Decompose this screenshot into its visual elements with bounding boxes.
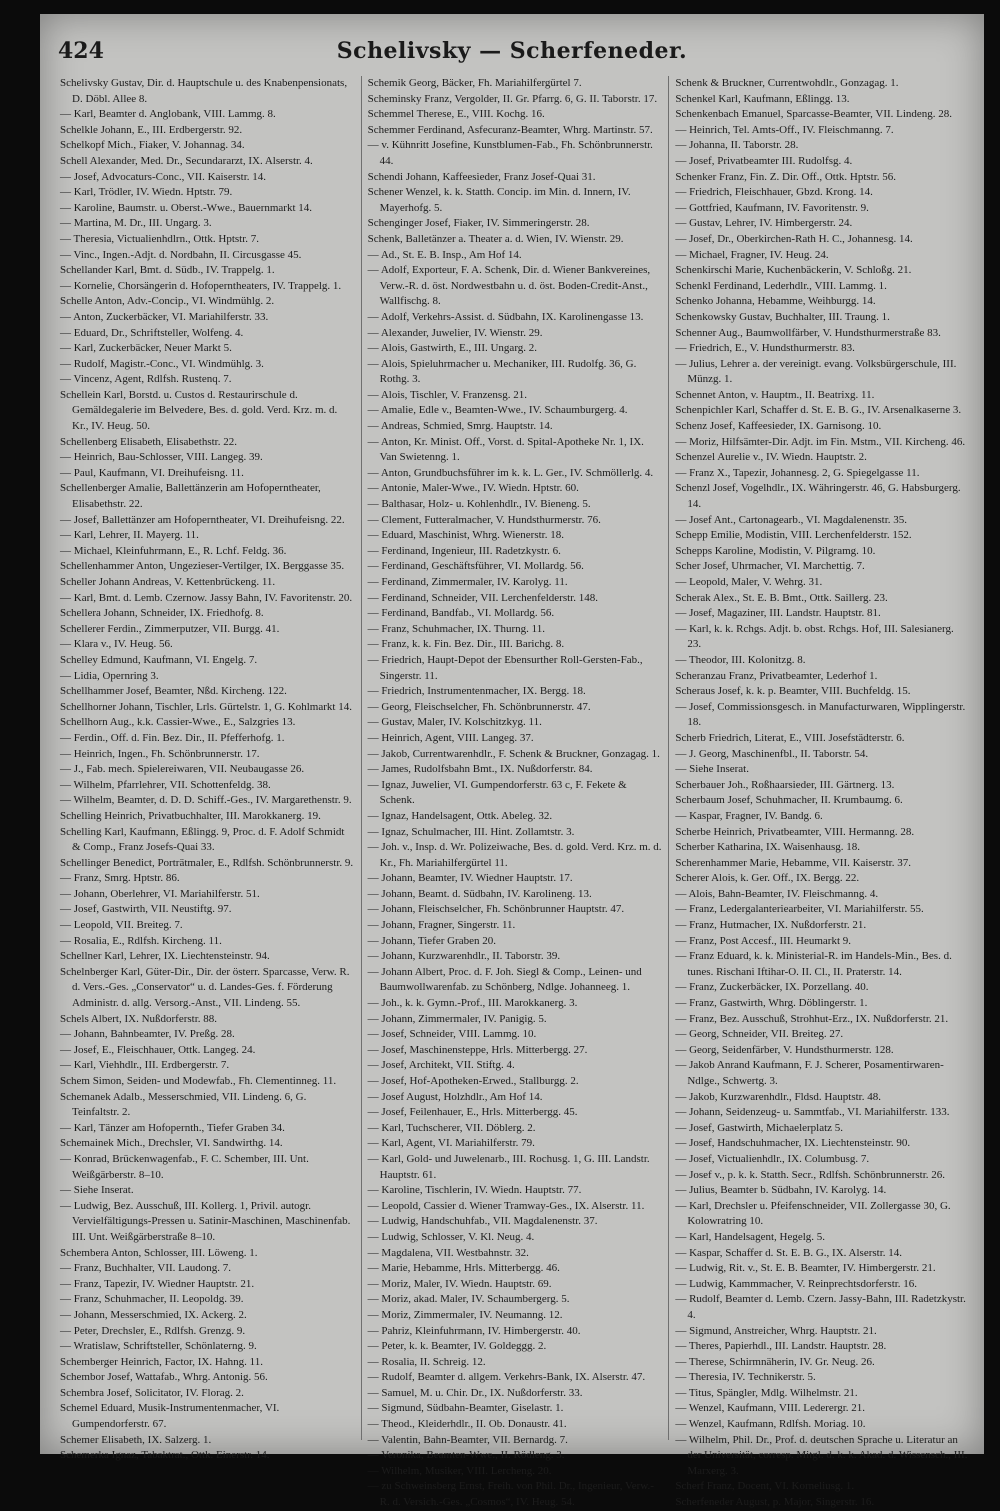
directory-entry: — Siehe Inserat. <box>60 1184 134 1197</box>
directory-entry: Schenkenbach Emanuel, Sparcasse-Beamter, VII. Lindeng. 28. <box>675 108 953 121</box>
directory-entry: — Sigmund, Anstreicher, Whrg. Hauptstr. 21. <box>675 1324 877 1337</box>
directory-entry: Schellera Johann, Schneider, IX. Friedhofg. 8. <box>60 607 264 620</box>
directory-entry: Schelling Karl, Kaufmann, Eßlingg. 9, Proc. d. F. Adolf Schmidt & Comp., Franz Josefs-Quai 33. <box>60 825 345 854</box>
directory-entry: — Franz, Schuhmacher, IX. Thurng. 11. <box>367 622 546 635</box>
directory-entry: — Friedrich, E., V. Hundsthurmerstr. 83. <box>675 342 855 355</box>
directory-entry: Schembera Anton, Schlosser, III. Löweng. 1. <box>60 1246 258 1259</box>
directory-entry: — Karl, Lehrer, II. Mayerg. 11. <box>60 529 199 542</box>
directory-entry: — Johann Albert, Proc. d. F. Joh. Siegl & Comp., Leinen- und Baumwollwarenfab. zu Schönberg, Ndlge. Johanneeg. 1. <box>367 965 642 994</box>
directory-entry: — Johann, Messerschmied, IX. Ackerg. 2. <box>60 1308 247 1321</box>
directory-entry: — Alexander, Juwelier, IV. Wienstr. 29. <box>367 326 543 339</box>
directory-entry: — Johann, Fleischselcher, Fh. Schönbrunner Hauptstr. 47. <box>367 903 625 916</box>
directory-entry: — Heinrich, Tel. Amts-Off., IV. Fleischmanng. 7. <box>675 123 894 136</box>
directory-entry: — Ignaz, Schulmacher, III. Hint. Zollamtstr. 3. <box>367 825 575 838</box>
directory-entry: — Josef, Architekt, VII. Stiftg. 4. <box>367 1059 515 1072</box>
page-header <box>58 36 966 76</box>
directory-entry: — Rosalia, E., Rdlfsh. Kircheng. 11. <box>60 934 222 947</box>
directory-entry: — Johann, Beamter, IV. Wiedner Hauptstr. 17. <box>367 872 573 885</box>
directory-entry: — Gustav, Maler, IV. Kolschitzkyg. 11. <box>367 716 542 729</box>
directory-entry: — Friedrich, Fleischhauer, Gbzd. Krong. 14. <box>675 186 873 199</box>
directory-entry: Scherber Katharina, IX. Waisenhausg. 18. <box>675 841 860 854</box>
directory-entry: Schenzel Aurelie v., IV. Wiedn. Hauptstr. 2. <box>675 451 867 464</box>
directory-entry: — Peter, k. k. Beamter, IV. Goldeggg. 2. <box>367 1340 547 1353</box>
directory-entry: Schenk & Bruckner, Currentwohdlr., Gonzagag. 1. <box>675 77 899 89</box>
directory-entry: — Konrad, Brückenwagenfab., F. C. Schember, III. Unt. Weißgärberstr. 8–10. <box>60 1152 309 1181</box>
directory-entry: — Johann, Tiefer Graben 20. <box>367 934 496 947</box>
directory-entry: Schenkowsky Gustav, Buchhalter, III. Traung. 1. <box>675 310 890 323</box>
directory-entry: — Josef, Gastwirth, VII. Neustiftg. 97. <box>60 903 232 916</box>
directory-entry: — Samuel, M. u. Chir. Dr., IX. Nußdorferstr. 33. <box>367 1386 583 1399</box>
directory-entry: — Georg, Seidenfärber, V. Hundsthurmerstr. 128. <box>675 1043 894 1056</box>
directory-entry: — Johann, Seidenzeug- u. Sammtfab., VI. Mariahilferstr. 133. <box>675 1106 950 1119</box>
directory-entry: — Paul, Kaufmann, VI. Dreihufeisng. 11. <box>60 466 244 479</box>
directory-entry: — Anton, Kr. Minist. Off., Vorst. d. Spital-Apotheke Nr. 1, IX. Van Swietenng. 1. <box>367 435 644 464</box>
directory-entry: Schenkl Ferdinand, Lederhdlr., VIII. Lammg. 1. <box>675 279 887 292</box>
directory-entry: Schemerka Ignaz, Tabaktrat., Ottk. Einerstr. 14. <box>60 1449 270 1462</box>
directory-entry: — Karl, Trödler, IV. Wiedn. Hptstr. 79. <box>60 186 233 199</box>
directory-entry: Schellenberger Amalie, Ballettänzerin am Hofoperntheater, Elisabethstr. 22. <box>60 482 321 511</box>
directory-entry: — Ludwig, Rit. v., St. E. B. Beamter, IV. Himbergerstr. 21. <box>675 1262 936 1275</box>
directory-entry: Schellenhammer Anton, Ungezieser-Vertilger, IX. Berggasse 35. <box>60 560 345 573</box>
directory-entry: Schelkopf Mich., Fiaker, V. Johannag. 34. <box>60 139 245 152</box>
directory-entry: — Kornelie, Chorsängerin d. Hofoperntheaters, IV. Trappelg. 1. <box>60 279 342 292</box>
directory-entry: — Josef, Commissionsgesch. in Manufacturwaren, Wipplingerstr. 18. <box>675 700 966 729</box>
directory-entry: — Karl, Tänzer am Hofopernth., Tiefer Graben 34. <box>60 1121 285 1134</box>
directory-entry: — Josef, Victualienhdlr., IX. Columbusg. 7. <box>675 1152 870 1165</box>
directory-entry: — Johann, Fragner, Singerstr. 11. <box>367 919 516 932</box>
directory-entry: — Joh., k. k. Gymn.-Prof., III. Marokkanerg. 3. <box>367 997 578 1010</box>
directory-entry: — Josef, Advocaturs-Conc., VII. Kaiserstr. 14. <box>60 170 267 183</box>
directory-entry: — Titus, Spängler, Mdlg. Wilhelmstr. 21. <box>675 1386 858 1399</box>
directory-entry: — zu Schweinsberg Ernst, Freih. von Phil. Dr., Ingenieur, Verw.-R. d. Versich.-Ges. „Cosmos“, IV. Heug. 54. <box>367 1480 654 1509</box>
directory-entry: — Alois, Bahn-Beamter, IV. Fleischmanng. 4. <box>675 887 879 900</box>
directory-entry: — Leopold, Maler, V. Wehrg. 31. <box>675 576 823 588</box>
directory-entry: Schenpichler Karl, Schaffer d. St. E. B. G., IV. Arsenalkaserne 3. <box>675 404 962 417</box>
directory-entry: Schellenberg Elisabeth, Elisabethstr. 22. <box>60 435 237 448</box>
directory-entry: — Ferdinand, Geschäftsführer, VI. Mollardg. 56. <box>367 560 584 573</box>
directory-entry: — Karl, Gold- und Juwelenarb., III. Rochusg. 1, G. III. Landstr. Hauptstr. 61. <box>367 1152 650 1181</box>
directory-entry: Schemberger Heinrich, Factor, IX. Hahng. 11. <box>60 1355 264 1368</box>
directory-entry: — Wratislaw, Schriftsteller, Schönlaterng. 9. <box>60 1340 257 1353</box>
directory-entry: Schenz Josef, Kaffeesieder, IX. Garnisong. 10. <box>675 420 882 433</box>
directory-entry: Scherbaum Josef, Schuhmacher, II. Krumbaumg. 6. <box>675 794 903 807</box>
directory-entry: — Jakob Anrand Kaufmann, F. J. Scherer, Posamentirwaren-Ndlge., Schwertg. 3. <box>675 1059 944 1087</box>
directory-entry: — Jakob, Kurzwarenhdlr., Fldsd. Hauptstr. 48. <box>675 1090 881 1103</box>
directory-entry: — Vincenz, Agent, Rdlfsh. Rustenq. 7. <box>60 373 232 386</box>
directory-entry: — Karl, k. k. Rchgs. Adjt. b. obst. Rchgs. Hof, III. Salesianerg. 23. <box>675 622 954 651</box>
directory-entry: Schenker Franz, Fin. Z. Dir. Off., Ottk. Hptstr. 56. <box>675 170 897 183</box>
directory-column-1 <box>60 76 355 1462</box>
directory-entry: — Friedrich, Haupt-Depot der Ebensurther Roll-Gersten-Fab., Singerstr. 11. <box>367 653 643 682</box>
directory-entry: — J. Georg, Maschinenfbl., II. Taborstr. 54. <box>675 747 869 760</box>
directory-entry: — Gustav, Lehrer, IV. Himbergerstr. 24. <box>675 217 853 230</box>
directory-entry: Scheranzau Franz, Privatbeamter, Lederhof 1. <box>675 669 878 682</box>
directory-entry: — Rudolf, Magistr.-Conc., VI. Windmühlg. 3. <box>60 357 264 370</box>
directory-entry: Scheller Johann Andreas, V. Kettenbrückeng. 11. <box>60 576 276 588</box>
directory-entry: — Rudolf, Beamter d. Lemb. Czern. Jassy-Bahn, III. Radetzkystr. 4. <box>675 1293 966 1321</box>
directory-entry: Schenner Aug., Baumwollfärber, V. Hundsthurmerstraße 83. <box>675 326 941 339</box>
directory-entry: — Karl, Handelsagent, Hegelg. 5. <box>675 1230 826 1243</box>
directory-entry: — J., Fab. mech. Spielereiwaren, VII. Neubaugasse 26. <box>60 763 305 776</box>
directory-entry: Schembra Josef, Solicitator, IV. Florag. 2. <box>60 1386 244 1399</box>
directory-entry: Schels Albert, IX. Nußdorferstr. 88. <box>60 1012 218 1025</box>
directory-entry: Schemainek Mich., Drechsler, VI. Sandwirthg. 14. <box>60 1137 283 1150</box>
directory-entry: Schembor Josef, Wattafab., Whrg. Antonig. 56. <box>60 1371 268 1384</box>
directory-entry: — Franz, Schuhmacher, II. Leopoldg. 39. <box>60 1293 244 1306</box>
directory-entry: — Franz, Zuckerbäcker, IX. Porzellang. 40. <box>675 981 869 994</box>
directory-entry: — Josef, Dr., Oberkirchen-Rath H. C., Johannesg. 14. <box>675 232 913 245</box>
directory-entry: — Moriz, Hilfsämter-Dir. Adjt. im Fin. Mstm., VII. Kircheng. 46. <box>675 435 966 448</box>
directory-entry: Schenginger Josef, Fiaker, IV. Simmeringerstr. 28. <box>367 217 590 230</box>
directory-entry: — Gottfried, Kaufmann, IV. Favoritenstr. 9. <box>675 201 869 214</box>
directory-entry: Schelkle Johann, E., III. Erdbergerstr. 92. <box>60 123 243 136</box>
directory-entry: Scherer Alois, k. Ger. Off., IX. Bergg. 22. <box>675 872 860 885</box>
directory-entry: — Moriz, akad. Maler, IV. Schaumbergerg. 5. <box>367 1293 570 1306</box>
directory-entry: Schenkirschi Marie, Kuchenbäckerin, V. Schloßg. 21. <box>675 264 912 277</box>
page-number: 424 <box>58 38 104 64</box>
directory-entry: Schellander Karl, Bmt. d. Südb., IV. Trappelg. 1. <box>60 264 275 277</box>
directory-entry: — Valentin, Bahn-Beamter, VII. Bernardg. 7. <box>367 1433 568 1446</box>
directory-entry: — Kaspar, Schaffer d. St. E. B. G., IX. Alserstr. 14. <box>675 1246 903 1259</box>
directory-entry: Scherenhammer Marie, Hebamme, VII. Kaiserstr. 37. <box>675 856 911 869</box>
directory-entry: Schemanek Adalb., Messerschmied, VII. Lindeng. 6, G. Teinfaltstr. 2. <box>60 1090 307 1119</box>
directory-entry: — Ferdinand, Bandfab., VI. Mollardg. 56. <box>367 607 555 620</box>
directory-entry: — Franz, Tapezir, IV. Wiedner Hauptstr. 21. <box>60 1277 255 1290</box>
running-head: Schelivsky — Scherfeneder. <box>336 38 688 64</box>
directory-entry: — Rudolf, Beamter d. allgem. Verkehrs-Bank, IX. Alserstr. 47. <box>367 1371 646 1384</box>
directory-entry: Schem Simon, Seiden- und Modewfab., Fh. Clementinneg. 11. <box>60 1075 337 1087</box>
directory-entry: — Antonie, Maler-Wwe., IV. Wiedn. Hptstr. 60. <box>367 482 579 495</box>
directory-entry: — Ignaz, Handelsagent, Ottk. Abeleg. 32. <box>367 809 553 822</box>
directory-entry: — Theres, Papierhdl., III. Landstr. Hauptstr. 28. <box>675 1340 887 1353</box>
directory-entry: — Josef, Schneider, VIII. Lammg. 10. <box>367 1028 537 1041</box>
directory-entry: Schemmer Ferdinand, Asfecuranz-Beamter, Whrg. Martinstr. 57. <box>367 123 653 136</box>
directory-entry: Schendi Johann, Kaffeesieder, Franz Josef-Quai 31. <box>367 170 596 183</box>
directory-entry: — Johanna, II. Taborstr. 28. <box>675 139 799 152</box>
directory-entry: Scherbe Heinrich, Privatbeamter, VIII. Hermanng. 28. <box>675 825 915 838</box>
directory-entry: — Josef, Feilenhauer, E., Hrls. Mitterbergg. 45. <box>367 1106 578 1119</box>
directory-entry: — Balthasar, Holz- u. Kohlenhdlr., IV. Bieneng. 5. <box>367 498 591 511</box>
directory-entry: — Josef, Privatbeamter III. Rudolfsg. 4. <box>675 154 853 167</box>
directory-entry: — Moriz, Zimmermaler, IV. Neumanng. 12. <box>367 1308 563 1321</box>
directory-column-2 <box>361 76 663 1509</box>
directory-entry: Scheminsky Franz, Vergolder, II. Gr. Pfarrg. 6, G. II. Taborstr. 17. <box>367 92 658 105</box>
directory-entry: Schellerer Ferdin., Zimmerputzer, VII. Burgg. 41. <box>60 622 280 635</box>
directory-entry: — Rosalia, II. Schreig. 12. <box>367 1355 486 1368</box>
directory-entry: — Moriz, Maler, IV. Wiedn. Hauptstr. 69. <box>367 1277 552 1290</box>
directory-entry: — Johann, Beamt. d. Südbahn, IV. Karolineng. 13. <box>367 887 592 900</box>
directory-entry: — Leopold, VII. Breiteg. 7. <box>60 919 183 932</box>
directory-entry: — Karl, Drechsler u. Pfeifenschneider, VII. Zollergasse 30, G. Kolowratring 10. <box>675 1199 951 1228</box>
directory-entry: — Kaspar, Fragner, IV. Bandg. 6. <box>675 809 823 822</box>
directory-entry: — Franz, Gastwirth, Whrg. Döblingerstr. 1. <box>675 997 868 1010</box>
directory-entry: Schellein Karl, Borstd. u. Custos d. Restaurirschule d. Gemäldegalerie im Belvedere, Bes. d. gold. Verd. Krz. m. d. Kr., IV. Heug. 50. <box>60 388 338 433</box>
directory-entry: — Clement, Futteralmacher, V. Hundsthurmerstr. 76. <box>367 513 601 526</box>
directory-entry: — Julius, Lehrer a. der vereinigt. evang. Volksbürgerschule, III. Münzg. 1. <box>675 357 957 386</box>
directory-entry: — Johann, Bahnbeamter, IV. Preßg. 28. <box>60 1028 235 1041</box>
directory-entry: — Marie, Hebamme, Hrls. Mitterbergg. 46. <box>367 1262 560 1275</box>
directory-entry: — Georg, Fleischselcher, Fh. Schönbrunnerstr. 47. <box>367 700 591 713</box>
directory-entry: — Vinc., Ingen.-Adjt. d. Nordbahn, II. Circusgasse 45. <box>60 248 302 261</box>
directory-entry: Schenzl Josef, Vogelhdlr., IX. Währingerstr. 46, G. Habsburgerg. 14. <box>675 482 961 511</box>
directory-entry: — Karl, Agent, VI. Mariahilferstr. 79. <box>367 1137 535 1150</box>
directory-entry: — Franz, Bez. Ausschuß, Strohhut-Erz., IX. Nußdorferstr. 21. <box>675 1012 949 1025</box>
directory-entry: — Josef v., p. k. k. Statth. Secr., Rdlfsh. Schönbrunnerstr. 26. <box>675 1168 946 1181</box>
directory-entry: — Anton, Zuckerbäcker, VI. Mariahilferstr. 33. <box>60 310 269 323</box>
directory-entry: Scherf Franz, Docent, VI. Korneliusg. 1. <box>675 1480 855 1493</box>
directory-entry: — Josef, Maschinensteppe, Hrls. Mitterbergg. 27. <box>367 1043 588 1056</box>
directory-entry: — Karl, Tuchscherer, VII. Döblerg. 2. <box>367 1121 536 1134</box>
directory-entry: — v. Kühnritt Josefine, Kunstblumen-Fab., Fh. Schönbrunnerstr. 44. <box>367 139 653 167</box>
directory-entry: — Heinrich, Ingen., Fh. Schönbrunnerstr. 17. <box>60 747 260 760</box>
directory-entry: — Wilhelm, Musiker, VIII. Lercheng. 20. <box>367 1464 552 1477</box>
directory-entry: — Anton, Grundbuchsführer im k. k. L. Ger., IV. Schmöllerlg. 4. <box>367 466 654 479</box>
directory-entry: — Karl, Viehhdlr., III. Erdbergerstr. 7. <box>60 1059 230 1072</box>
directory-entry: — Klara v., IV. Heug. 56. <box>60 638 173 651</box>
directory-entry: — Alois, Spieluhrmacher u. Mechaniker, III. Rudolfg. 36, G. Rothg. 3. <box>367 357 637 386</box>
directory-entry: — Franz Eduard, k. k. Ministerial-R. im Handels-Min., Bes. d. tunes. Rischani Iftihar-O. II. Cl., II. Praterstr. 14. <box>675 950 952 978</box>
directory-entry: Schepp Emilie, Modistin, VIII. Lerchenfelderstr. 152. <box>675 529 912 542</box>
directory-entry: — Heinrich, Agent, VIII. Langeg. 37. <box>367 731 534 744</box>
directory-entry: — Peter, Drechsler, E., Rdlfsh. Grenzg. 9. <box>60 1324 246 1337</box>
directory-entry: — Michael, Kleinfuhrmann, E., R. Lchf. Feldg. 36. <box>60 544 287 557</box>
directory-entry: — James, Rudolfsbahn Bmt., IX. Nußdorferstr. 84. <box>367 763 593 776</box>
directory-entry: — Therese, Schirmnäherin, IV. Gr. Neug. 26. <box>675 1355 875 1368</box>
directory-entry: — Wilhelm, Beamter, d. D. D. Schiff.-Ges., IV. Margarethenstr. 9. <box>60 794 352 807</box>
directory-entry: — Josef, Ballettänzer am Hofoperntheater, VI. Dreihufeisng. 22. <box>60 513 345 526</box>
directory-entry: — Siehe Inserat. <box>675 763 749 776</box>
directory-entry: — Johann, Kurzwarenhdlr., II. Taborstr. 39. <box>367 950 561 963</box>
directory-entry: — Johann, Zimmermaler, IV. Panigig. 5. <box>367 1012 547 1025</box>
directory-entry: — Wilhelm, Phil. Dr., Prof. d. deutschen Sprache u. Literatur an der Universität, corresp. Mitgl. d. k. k. Akad. d. Wissensch., III. Marxerg. 3. <box>675 1433 968 1477</box>
directory-entry: — Theresia, Victualienhdlrn., Ottk. Hptstr. 7. <box>60 232 260 245</box>
directory-entry: — Franz, k. k. Fin. Bez. Dir., III. Barichg. 8. <box>367 638 565 651</box>
directory-entry: — Josef August, Holzhdlr., Am Hof 14. <box>367 1090 543 1103</box>
directory-entry: — Josef, Magaziner, III. Landstr. Hauptstr. 81. <box>675 607 881 620</box>
directory-entry: — Franz, Smrg. Hptstr. 86. <box>60 872 180 885</box>
directory-entry: — Andreas, Schmied, Smrg. Hauptstr. 14. <box>367 420 553 433</box>
directory-entry: — Veronika, Beamten-Wwe., II. Rödleng. 3. <box>367 1449 565 1462</box>
directory-entry: — Heinrich, Bau-Schlosser, VIII. Langeg. 39. <box>60 451 263 464</box>
directory-entry: Schenk, Balletänzer a. Theater a. d. Wien, IV. Wienstr. 29. <box>367 232 624 245</box>
directory-entry: — Adolf, Exporteur, F. A. Schenk, Dir. d. Wiener Bankvereines, Verw.-R. d. öst. Nordwestbahn u. d. öst. Boden-Credit-Anst., Wallfischg. 8. <box>367 264 651 308</box>
directory-entry: — Theodor, III. Kolonitzg. 8. <box>675 653 806 666</box>
directory-entry: — Franz, Ledergalanteriearbeiter, VI. Mariahilferstr. 55. <box>675 903 924 916</box>
directory-entry: — Michael, Fragner, IV. Heug. 24. <box>675 248 829 261</box>
directory-entry: — Ignaz, Juwelier, VI. Gumpendorferstr. 63 c, F. Fekete & Schenk. <box>367 778 627 807</box>
directory-entry: — Josef, E., Fleischhauer, Ottk. Langeg. 24. <box>60 1043 256 1056</box>
directory-entry: — Karoline, Tischlerin, IV. Wiedn. Hauptstr. 77. <box>367 1184 582 1197</box>
directory-entry: Schemmel Therese, E., VIII. Kochg. 16. <box>367 108 545 121</box>
directory-entry: — Theod., Kleiderhdlr., II. Ob. Donaustr. 41. <box>367 1418 567 1431</box>
directory-entry: — Franz X., Tapezir, Johannesg. 2, G. Spiegelgasse 11. <box>675 466 920 479</box>
directory-entry: — Friedrich, Instrumentenmacher, IX. Bergg. 18. <box>367 685 586 698</box>
directory-entry: — Jakob, Currentwarenhdlr., F. Schenk & Bruckner, Gonzagag. 1. <box>367 747 660 760</box>
directory-entry: Scherb Friedrich, Literat, E., VIII. Josefstädterstr. 6. <box>675 731 905 744</box>
directory-entry: — Ferdinand, Zimmermaler, IV. Karolyg. 11. <box>367 576 568 588</box>
directory-entry: — Franz, Buchhalter, VII. Laudong. 7. <box>60 1262 232 1275</box>
directory-entry: — Wilhelm, Pfarrlehrer, VII. Schottenfeldg. 38. <box>60 778 271 791</box>
directory-entry: — Wenzel, Kaufmann, Rdlfsh. Moriag. 10. <box>675 1418 866 1431</box>
directory-entry: — Eduard, Dr., Schriftsteller, Wolfeng. 4. <box>60 326 244 339</box>
directory-entry: Schemel Eduard, Musik-Instrumentenmacher, VI. Gumpendorferstr. 67. <box>60 1402 280 1431</box>
directory-entry: — Johann, Oberlehrer, VI. Mariahilferstr. 51. <box>60 887 260 900</box>
directory-entry: — Leopold, Cassier d. Wiener Tramway-Ges., IX. Alserstr. 11. <box>367 1199 645 1212</box>
directory-entry: Schellhorn Aug., k.k. Cassier-Wwe., E., Salzgries 13. <box>60 716 296 729</box>
directory-entry: Schelnberger Karl, Güter-Dir., Dir. der österr. Sparcasse, Verw. R. d. Vers.-Ges. „Conservator“ u. d. Landes-Ges. f. Förderung Administr. d. allg. Versorg.-Anst., VII. Lindeng. 55. <box>60 965 350 1010</box>
directory-entry: — Magdalena, VII. Westbahnstr. 32. <box>367 1246 529 1259</box>
directory-entry: — Ludwig, Handschuhfab., VII. Magdalenenstr. 37. <box>367 1215 598 1228</box>
directory-entry: Scheraus Josef, k. k. p. Beamter, VIII. Buchfeldg. 15. <box>675 685 911 698</box>
directory-entry: — Eduard, Maschinist, Whrg. Wienerstr. 18. <box>367 529 564 542</box>
directory-entry: — Josef Ant., Cartonagearb., VI. Magdalenenstr. 35. <box>675 513 908 526</box>
directory-entry: — Franz, Post Accesf., III. Heumarkt 9. <box>675 934 851 947</box>
directory-entry: — Karoline, Baumstr. u. Oberst.-Wwe., Bauernmarkt 14. <box>60 201 313 214</box>
directory-entry: — Alois, Gastwirth, E., III. Ungarg. 2. <box>367 342 538 355</box>
directory-entry: — Lidia, Opernring 3. <box>60 669 159 682</box>
directory-entry: Schenko Johanna, Hebamme, Weihburgg. 14. <box>675 295 876 308</box>
directory-entry: — Georg, Schneider, VII. Breiteg. 27. <box>675 1028 844 1041</box>
directory-entry: — Ludwig, Schlosser, V. Kl. Neug. 4. <box>367 1230 535 1243</box>
directory-entry: — Karl, Zuckerbäcker, Neuer Markt 5. <box>60 342 232 355</box>
directory-entry: Scherak Alex., St. E. B. Bmt., Ottk. Saillerg. 23. <box>675 591 888 604</box>
directory-entry: Schelle Anton, Adv.-Concip., VI. Windmühlg. 2. <box>60 295 275 308</box>
directory-entry: Schelley Edmund, Kaufmann, VI. Engelg. 7. <box>60 653 258 666</box>
directory-entry: Scherbauer Joh., Roßhaarsieder, III. Gärtnerg. 13. <box>675 778 895 791</box>
directory-entry: Schemer Elisabeth, IX. Salzerg. 1. <box>60 1433 212 1446</box>
directory-page <box>40 14 984 1509</box>
directory-entry: Schepps Karoline, Modistin, V. Pilgramg. 10. <box>675 544 876 557</box>
directory-entry: Schelling Heinrich, Privatbuchhalter, III. Marokkanerg. 19. <box>60 809 321 822</box>
directory-entry: — Martina, M. Dr., III. Ungarg. 3. <box>60 217 212 230</box>
directory-entry: — Joh. v., Insp. d. Wr. Polizeiwache, Bes. d. gold. Verd. Krz. m. d. Kr., Fh. Mariahilfergürtel 11. <box>367 841 662 869</box>
directory-entry: — Josef, Handschuhmacher, IX. Liechtensteinstr. 90. <box>675 1137 911 1150</box>
directory-entry: — Josef, Gastwirth, Michaelerplatz 5. <box>675 1121 844 1134</box>
directory-columns <box>60 76 970 1509</box>
directory-entry: Schelivsky Gustav, Dir. d. Hauptschule u. des Knabenpensionats, D. Döbl. Allee 8. <box>60 77 348 105</box>
directory-entry: — Adolf, Verkehrs-Assist. d. Südbahn, IX. Karolinengasse 13. <box>367 310 644 323</box>
directory-column-3 <box>668 76 970 1509</box>
directory-entry: — Sigmund, Südbahn-Beamter, Giselastr. 1. <box>367 1402 564 1415</box>
directory-entry: — Julius, Beamter b. Südbahn, IV. Karolyg. 14. <box>675 1184 887 1197</box>
directory-entry: Schellinger Benedict, Porträtmaler, E., Rdlfsh. Schönbrunnerstr. 9. <box>60 856 354 869</box>
directory-entry: — Franz, Hutmacher, IX. Nußdorferstr. 21. <box>675 919 867 932</box>
directory-entry: — Ad., St. E. B. Insp., Am Hof 14. <box>367 248 522 261</box>
directory-entry: — Alois, Tischler, V. Franzensg. 21. <box>367 388 527 401</box>
directory-entry: — Ferdinand, Schneider, VII. Lerchenfelderstr. 148. <box>367 591 598 604</box>
directory-entry: — Wenzel, Kaufmann, VIII. Lederergr. 21. <box>675 1402 866 1415</box>
directory-entry: Schemik Georg, Bäcker, Fh. Mariahilfergürtel 7. <box>367 77 582 89</box>
directory-entry: Schener Wenzel, k. k. Statth. Concip. im Min. d. Innern, IV. Mayerhofg. 5. <box>367 186 631 214</box>
directory-entry: — Ferdin., Off. d. Fin. Bez. Dir., II. Pfefferhofg. 1. <box>60 731 285 744</box>
directory-entry: Scherfeneder August, p. Major, Singerstr. 16. <box>675 1496 875 1509</box>
directory-entry: Schellhorner Johann, Tischler, Lrls. Gürtelstr. 1, G. Kohlmarkt 14. <box>60 700 352 713</box>
directory-entry: — Ferdinand, Ingenieur, III. Radetzkystr. 6. <box>367 544 561 557</box>
directory-entry: Schenkel Karl, Kaufmann, Eßlingg. 13. <box>675 92 850 105</box>
directory-entry: — Karl, Beamter d. Anglobank, VIII. Lammg. 8. <box>60 108 276 121</box>
directory-entry: Schennet Anton, v. Hauptm., II. Beatrixg. 11. <box>675 388 875 401</box>
directory-entry: — Pahriz, Kleinfuhrmann, IV. Himbergerstr. 40. <box>367 1324 581 1337</box>
directory-entry: — Ludwig, Kammmacher, V. Reinprechtsdorferstr. 16. <box>675 1277 918 1290</box>
directory-entry: — Amalie, Edle v., Beamten-Wwe., IV. Schaumburgerg. 4. <box>367 404 628 417</box>
directory-entry: — Karl, Bmt. d. Lemb. Czernow. Jassy Bahn, IV. Favoritenstr. 20. <box>60 591 353 604</box>
directory-entry: Schellner Karl, Lehrer, IX. Liechtensteinstr. 94. <box>60 950 270 963</box>
directory-entry: Schell Alexander, Med. Dr., Secundararzt, IX. Alserstr. 4. <box>60 154 313 167</box>
directory-entry: Schellhammer Josef, Beamter, Nßd. Kircheng. 122. <box>60 685 287 698</box>
directory-entry: — Josef, Hof-Apotheken-Erwed., Stallburgg. 2. <box>367 1075 579 1087</box>
directory-entry: Scher Josef, Uhrmacher, VI. Marchettig. 7. <box>675 560 865 573</box>
directory-entry: — Theresia, IV. Technikerstr. 5. <box>675 1371 816 1384</box>
directory-entry: — Ludwig, Bez. Ausschuß, III. Kollerg. 1, Privil. autogr. Vervielfältigungs-Pressen u. Satinir-Maschinen, Maschinenfab. III. Unt. Weißgärberstraße 8–10. <box>60 1199 351 1243</box>
